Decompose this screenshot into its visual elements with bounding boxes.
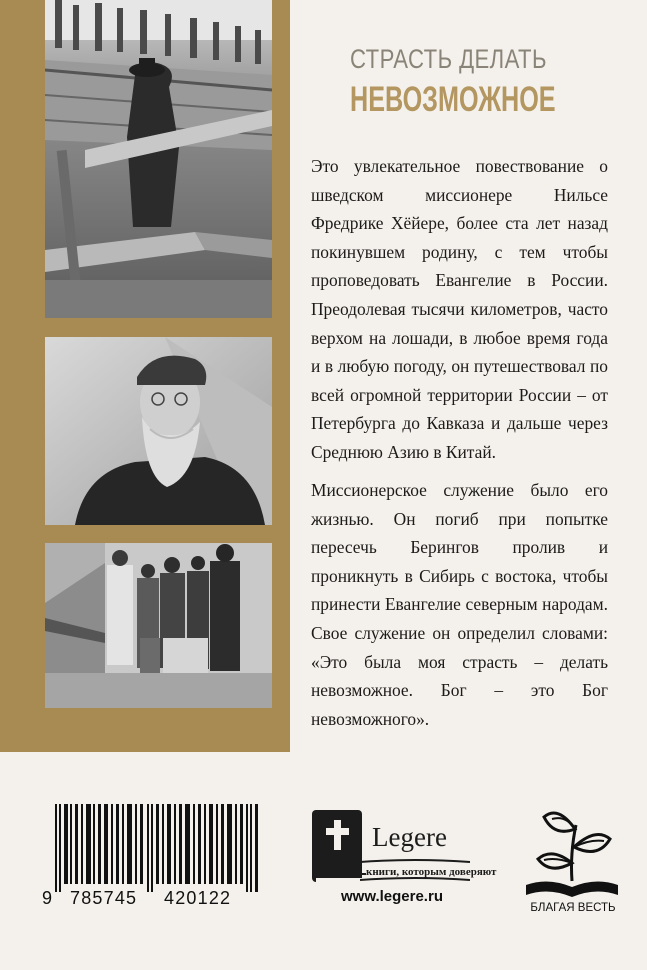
sprouting-book-icon bbox=[518, 803, 626, 913]
publisher-tagline: книги, которым доверяют bbox=[366, 866, 497, 878]
legere-publisher-logo bbox=[310, 808, 497, 896]
barcode-bars bbox=[55, 804, 258, 892]
book-title-line2: НЕВОЗМОЖНОЕ bbox=[350, 80, 556, 119]
barcode-first-digit: 9 bbox=[42, 888, 53, 908]
book-cross-icon bbox=[310, 808, 366, 888]
publisher-website: www.legere.ru bbox=[341, 888, 443, 905]
description-paragraph-1: Это увлекательное повествование о шведском миссионере Нильсе Фредрике Хёйере, более ста лет назад покинувшем родину, с тем чтобы проповедовать Евангелие в России. Преодолевая тысячи километров, часто верхом на лошади, в любое время года и в любую погоду, он путешествовал по всей огромной территории России – от Петербурга до Кавказа и дальше через Среднюю Азию в Китай. bbox=[311, 156, 608, 462]
photo-man-building-boat bbox=[45, 0, 272, 318]
photo-bearded-man-portrait bbox=[45, 337, 272, 525]
description-paragraph-2: Миссионерское служение было его жизнью. Он погиб при попытке пересечь Берингов пролив и проникнуть в Сибирь с востока, чтобы принести Евангелие северным народам. Свое служение он определил словами: «Это была моя страсть – делать невозможное. Бог – это Бог невозможного». bbox=[311, 480, 608, 729]
isbn-barcode bbox=[36, 798, 266, 913]
barcode-left-group: 785745 bbox=[70, 888, 138, 908]
barcode-right-group: 420122 bbox=[164, 888, 232, 908]
partner-name: БЛАГАЯ ВЕСТЬ bbox=[530, 902, 616, 914]
photo-group-of-people bbox=[45, 543, 272, 708]
book-title-line1: СТРАСТЬ ДЕЛАТЬ bbox=[350, 44, 547, 74]
publisher-name: Legere bbox=[372, 822, 447, 852]
